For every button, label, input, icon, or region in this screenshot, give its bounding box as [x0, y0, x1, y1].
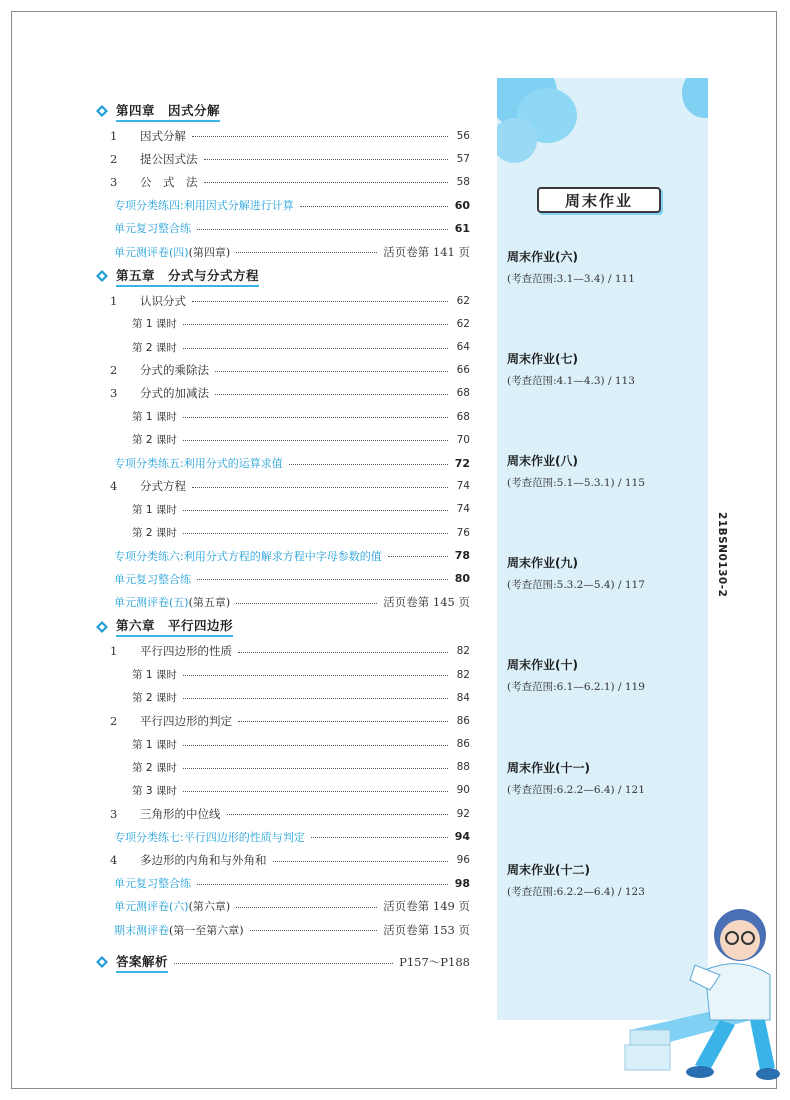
entry-text: 第 1 课时: [132, 738, 177, 751]
toc-entry[interactable]: [96, 240, 470, 263]
page-number: 61: [454, 221, 470, 235]
entry-label: [114, 244, 230, 260]
section-number: 1: [110, 128, 118, 143]
leader-dots: [215, 394, 448, 395]
leader-dots: [236, 603, 377, 604]
answers-page: P157～P188: [399, 955, 470, 970]
weekend-item[interactable]: [507, 656, 707, 694]
entry-text: 第 1 课时: [132, 318, 177, 331]
page-number: 86: [456, 738, 470, 751]
entry-text: 专项分类练七:平行四边形的性质与判定: [114, 830, 305, 844]
entry-scope: (第六章): [188, 900, 231, 914]
entry-text: 第 1 课时: [132, 411, 177, 424]
page-number: 90: [456, 784, 470, 797]
page-number: 96: [456, 854, 470, 867]
entry-text: 第 2 课时: [132, 341, 177, 354]
entry-label: [96, 409, 177, 424]
entry-label: [132, 478, 186, 494]
toc-entry[interactable]: [96, 591, 470, 614]
entry-label: [114, 922, 244, 938]
entry-text: 第 3 课时: [132, 784, 177, 797]
leader-dots: [197, 229, 448, 230]
toc-entry[interactable]: [96, 147, 470, 170]
leader-dots: [197, 579, 448, 580]
diamond-icon: [96, 621, 108, 633]
entry-text: 专项分类练四:利用因式分解进行计算: [114, 199, 294, 213]
weekend-panel: [497, 78, 708, 1020]
page-number: 78: [454, 549, 470, 563]
page-number: 64: [456, 341, 470, 354]
entry-text: 单元测评卷(六): [114, 900, 189, 914]
toc-entry[interactable]: [96, 825, 470, 848]
page-number: 62: [456, 317, 470, 330]
chapter-heading: [96, 614, 470, 640]
answers-entry[interactable]: [96, 949, 470, 975]
section-number: 2: [110, 713, 118, 728]
entry-text: 第 2 课时: [132, 434, 177, 447]
section-number: 3: [110, 806, 118, 821]
section-number: 1: [110, 644, 118, 659]
weekend-item[interactable]: [507, 452, 707, 490]
entry-label: [96, 432, 177, 447]
toc-entry[interactable]: [96, 336, 470, 359]
entry-label: [132, 385, 209, 401]
diamond-icon: [96, 105, 108, 117]
section-number: 2: [110, 363, 118, 378]
weekend-item-title: 周末作业(七): [507, 352, 578, 366]
entry-label: [132, 852, 267, 868]
entry-label: [96, 525, 177, 540]
weekend-item-title: 周末作业(十一): [507, 761, 590, 775]
entry-text: 专项分类练五:利用分式的运算求值: [114, 457, 283, 471]
entry-label: [96, 502, 177, 517]
entry-text: 单元复习整合练: [114, 572, 191, 586]
leader-dots: [236, 907, 377, 908]
entry-label: [132, 151, 198, 167]
diamond-icon: [96, 956, 108, 968]
leader-dots: [227, 814, 449, 815]
weekend-item-range: (考查范围:6.1—6.2.1) / 119: [507, 681, 645, 693]
decor-blob: [682, 78, 708, 118]
leader-dots: [183, 698, 448, 699]
entry-label: [114, 571, 191, 587]
leader-dots: [183, 745, 448, 746]
page-number: 74: [456, 503, 470, 516]
weekend-item-range: (考查范围:6.2.2—6.4) / 121: [507, 784, 645, 796]
weekend-title: 周末作业: [537, 187, 661, 213]
table-of-contents: [96, 98, 470, 975]
entry-text: 第 1 课时: [132, 503, 177, 516]
entry-text: 第 2 课时: [132, 761, 177, 774]
decor-blob: [497, 118, 537, 163]
toc-entry[interactable]: [96, 895, 470, 918]
entry-label: [132, 128, 186, 144]
entry-scope: (第五章): [188, 596, 231, 610]
page-number: 76: [456, 526, 470, 539]
entry-text: 单元测评卷(四): [114, 245, 189, 259]
leader-dots: [204, 159, 449, 160]
chapter-title: 第五章 分式与分式方程: [116, 266, 259, 287]
entry-label: [132, 174, 198, 190]
entry-label: [114, 898, 230, 914]
entry-text: 因式分解: [140, 128, 186, 143]
toc-entry[interactable]: [96, 428, 470, 451]
leader-dots: [236, 252, 377, 253]
entry-scope: (第四章): [188, 245, 231, 259]
page-number: 98: [454, 876, 470, 890]
leader-dots: [192, 487, 448, 488]
page-number: 92: [456, 807, 470, 820]
entry-text: 第 2 课时: [132, 692, 177, 705]
entry-text: 分式的乘除法: [140, 363, 209, 378]
leader-dots: [183, 675, 448, 676]
leader-dots: [183, 440, 448, 441]
toc-entry[interactable]: [96, 802, 470, 825]
page-number: 72: [454, 456, 470, 470]
entry-label: [96, 690, 177, 705]
entry-scope: (第一至第六章): [169, 923, 244, 937]
entry-text: 期末测评卷: [114, 923, 169, 937]
toc-entry[interactable]: [96, 686, 470, 709]
section-number: 3: [110, 174, 118, 189]
entry-text: 三角形的中位线: [140, 806, 221, 821]
chapter-heading: [96, 98, 470, 124]
answers-title: 答案解析: [116, 952, 168, 973]
weekend-item-title: 周末作业(六): [507, 250, 578, 264]
toc-entry[interactable]: [96, 359, 470, 382]
weekend-item-range: (考查范围:6.2.2—6.4) / 123: [507, 886, 645, 898]
section-number: 2: [110, 151, 118, 166]
weekend-item-title: 周末作业(八): [507, 454, 578, 468]
weekend-item-range: (考查范围:5.3.2—5.4) / 117: [507, 579, 645, 591]
toc-entry[interactable]: [96, 382, 470, 405]
chapter-heading: [96, 263, 470, 289]
page-number: 88: [456, 761, 470, 774]
weekend-item[interactable]: [507, 248, 707, 286]
page-number: 57: [456, 152, 470, 165]
entry-label: [114, 875, 191, 891]
leader-dots: [197, 884, 448, 885]
toc-entry[interactable]: [96, 217, 470, 240]
weekend-item-title: 周末作业(十): [507, 658, 578, 672]
leader-dots: [183, 791, 448, 792]
entry-text: 平行四边形的判定: [140, 713, 232, 728]
page-number: 80: [454, 572, 470, 586]
leader-dots: [192, 301, 448, 302]
toc-entry[interactable]: [96, 451, 470, 474]
page-number: 66: [456, 364, 470, 377]
weekend-item-title: 周末作业(九): [507, 556, 578, 570]
entry-text: 分式的加减法: [140, 386, 209, 401]
entry-label: [96, 760, 177, 775]
entry-text: 第 2 课时: [132, 527, 177, 540]
section-number: 4: [110, 853, 118, 868]
page-number: 活页卷第 141 页: [383, 244, 470, 259]
page-number: 68: [456, 410, 470, 423]
toc-entry[interactable]: [96, 848, 470, 871]
page-number: 86: [456, 714, 470, 727]
leader-dots: [273, 861, 449, 862]
toc-entry[interactable]: [96, 709, 470, 732]
toc-entry[interactable]: [96, 124, 470, 147]
page-number: 活页卷第 153 页: [383, 922, 470, 937]
diamond-icon: [96, 270, 108, 282]
entry-text: 平行四边形的性质: [140, 644, 232, 659]
entry-label: [96, 737, 177, 752]
entry-text: 分式方程: [140, 479, 186, 494]
entry-label: [132, 643, 232, 659]
entry-text: 第 1 课时: [132, 669, 177, 682]
page-number: 70: [456, 433, 470, 446]
leader-dots: [250, 930, 378, 931]
page-number: 74: [456, 480, 470, 493]
toc-entry[interactable]: [96, 312, 470, 335]
toc-entry[interactable]: [96, 663, 470, 686]
leader-dots: [192, 136, 448, 137]
toc-entry[interactable]: [96, 405, 470, 428]
leader-dots: [300, 206, 448, 207]
entry-label: [114, 548, 382, 564]
toc-entry[interactable]: [96, 640, 470, 663]
toc-entry[interactable]: [96, 567, 470, 590]
book-code: 21BSN0130-2: [716, 512, 728, 598]
page-number: 56: [456, 129, 470, 142]
section-number: 3: [110, 386, 118, 401]
leader-dots: [183, 510, 448, 511]
entry-text: 认识分式: [140, 293, 186, 308]
entry-text: 专项分类练六:利用分式方程的解求方程中字母参数的值: [114, 549, 382, 563]
leader-dots: [215, 371, 448, 372]
entry-label: [114, 197, 294, 213]
page-number: 60: [454, 198, 470, 212]
entry-label: [96, 340, 177, 355]
page-number: 68: [456, 387, 470, 400]
page-number: 58: [456, 175, 470, 188]
girl-reading-illustration: [610, 880, 780, 1090]
toc-entry[interactable]: [96, 756, 470, 779]
entry-text: 多边形的内角和与外角和: [140, 853, 267, 868]
page-number: 62: [456, 294, 470, 307]
chapter-title: 第六章 平行四边形: [116, 616, 233, 637]
leader-dots: [183, 417, 448, 418]
entry-text: 公 式 法: [140, 174, 198, 189]
weekend-item[interactable]: [507, 350, 707, 388]
chapter-title: 第四章 因式分解: [116, 101, 220, 122]
page-number: 94: [454, 830, 470, 844]
leader-dots: [311, 837, 448, 838]
weekend-item-range: (考查范围:5.1—5.3.1) / 115: [507, 477, 645, 489]
entry-label: [96, 783, 177, 798]
toc-entry[interactable]: [96, 872, 470, 895]
page-number: 84: [456, 691, 470, 704]
leader-dots: [289, 464, 448, 465]
entry-label: [96, 316, 177, 331]
leader-dots: [238, 721, 448, 722]
weekend-item[interactable]: [507, 759, 707, 797]
entry-text: 单元测评卷(五): [114, 596, 189, 610]
page-number: 活页卷第 149 页: [383, 899, 470, 914]
section-number: 4: [110, 479, 118, 494]
weekend-item-title: 周末作业(十二): [507, 863, 590, 877]
section-number: 1: [110, 293, 118, 308]
leader-dots: [238, 652, 448, 653]
weekend-item-range: (考查范围:4.1—4.3) / 113: [507, 375, 635, 387]
entry-label: [132, 713, 232, 729]
entry-label: [114, 220, 191, 236]
toc-entry[interactable]: [96, 544, 470, 567]
leader-dots: [183, 324, 448, 325]
leader-dots: [183, 533, 448, 534]
leader-dots: [388, 556, 448, 557]
toc-entry[interactable]: [96, 289, 470, 312]
entry-label: [114, 455, 283, 471]
toc-entry[interactable]: [96, 779, 470, 802]
toc-entry[interactable]: [96, 194, 470, 217]
weekend-item-range: (考查范围:3.1—3.4) / 111: [507, 273, 635, 285]
toc-entry[interactable]: [96, 475, 470, 498]
weekend-item[interactable]: [507, 554, 707, 592]
page-number: 82: [456, 668, 470, 681]
entry-label: [114, 594, 230, 610]
entry-label: [96, 667, 177, 682]
toc-entry[interactable]: [96, 918, 470, 941]
leader-dots: [204, 182, 449, 183]
leader-dots: [183, 768, 448, 769]
entry-label: [132, 806, 221, 822]
toc-entry[interactable]: [96, 733, 470, 756]
toc-entry[interactable]: [96, 498, 470, 521]
entry-text: 单元复习整合练: [114, 222, 191, 236]
entry-text: 单元复习整合练: [114, 877, 191, 891]
entry-label: [114, 829, 305, 845]
entry-label: [132, 293, 186, 309]
entry-label: [132, 362, 209, 378]
toc-entry[interactable]: [96, 521, 470, 544]
page-number: 活页卷第 145 页: [383, 595, 470, 610]
leader-dots: [183, 348, 448, 349]
page-number: 82: [456, 645, 470, 658]
leader-dots: [174, 963, 393, 964]
toc-entry[interactable]: [96, 170, 470, 193]
entry-text: 提公因式法: [140, 151, 198, 166]
